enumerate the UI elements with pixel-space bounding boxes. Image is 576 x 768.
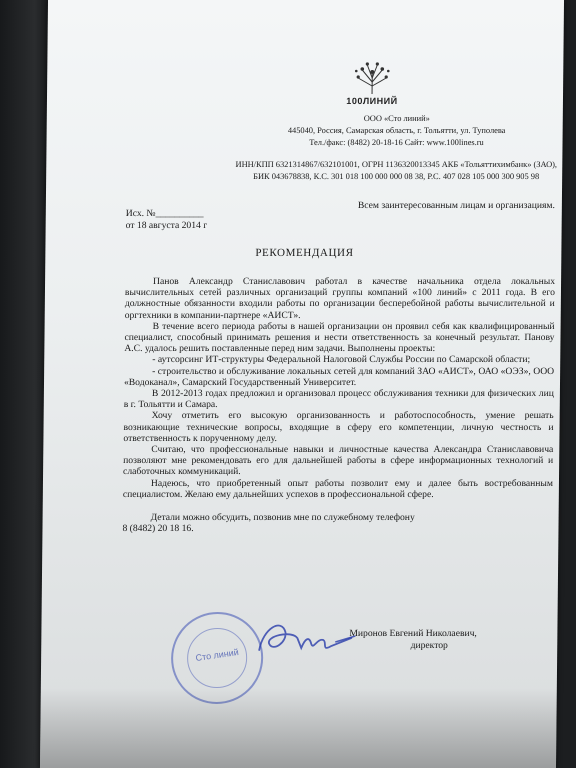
- paragraph-6: Хочу отметить его высокую организованность и работоспособность, умение решать возникающие технические вопросы, входящие в сферу его компетенции, личную честность и ответственность к порученному делу.: [123, 410, 554, 444]
- signer-name: Миронов Евгений Николаевич,: [349, 628, 477, 639]
- recipient: Всем заинтересованным лицам и организациям.: [357, 200, 555, 211]
- company-address: 445040, Россия, Самарская область, г. Тольятти, ул. Туполева: [287, 126, 506, 135]
- paragraph-4: - строительство и обслуживание локальных сетей для компаний ЗАО «АИСТ», ОАО «ОЭЗ», ООО «Водоканал», Самарский Государственный Университет.: [123, 365, 555, 388]
- outgoing-number: Исх. №__________: [125, 208, 204, 219]
- outgoing-reference: [126, 208, 208, 232]
- company-requisites-line-2: БИК 043678838, К.С. 301 018 100 000 000 08 38, Р.С. 407 028 105 000 300 905 98: [253, 172, 540, 181]
- letter-sheet: [40, 0, 564, 768]
- signer-position: директор: [410, 640, 448, 651]
- stamp-text: Сто линий: [195, 647, 240, 663]
- tree-logo-icon: [352, 60, 392, 96]
- paragraph-5: В 2012-2013 годах предложил и организовал процесс обслуживания техники для физических лиц в г. Тольятти и Самара.: [123, 388, 554, 411]
- company-requisites-line-1: ИНН/КПП 6321314867/632101001, ОГРН 1136320013345 АКБ «Тольяттихимбанк» (ЗАО),: [235, 160, 558, 169]
- paragraph-3: - аутсорсинг ИТ-структуры Федеральной Налоговой Службы России по Самарской области;: [152, 354, 531, 366]
- letter-body: [122, 276, 555, 534]
- company-logo: [337, 60, 407, 106]
- paragraph-1: Панов Александр Станиславович работал в качестве начальника отдела локальных вычислительных сетей различных организаций группы компаний «100 линий» с 2011 года. В его должностные обязанности входили работы по организации бесперебойной работы вычислительной и оргтехники в компании-партнере «АИСТ».: [124, 276, 556, 321]
- document-title: РЕКОМЕНДАЦИЯ: [255, 247, 354, 259]
- contact-note: Детали можно обсудить, позвонив мне по служебному телефону: [150, 512, 415, 524]
- company-stamp: [171, 612, 264, 704]
- paragraph-8: Надеюсь, что приобретенный опыт работы позволит ему и далее быть востребованным специалистом. Желаю ему дальнейших успехов в профессиональной сфере.: [122, 477, 554, 500]
- handwritten-signature: [251, 608, 362, 668]
- paragraph-7: Считаю, что профессиональные навыки и личностные качества Александра Станиславовича позволяют мне рекомендовать его для дальнейшей работы в сфере информационных технологий и слаботочных коммуникаций.: [123, 444, 554, 478]
- outgoing-date: от 18 августа 2014 г: [125, 220, 208, 231]
- company-contacts: Тел./факс: (8482) 20-18-16 Сайт: www.100lines.ru: [309, 138, 484, 147]
- company-name: ООО «Сто линий»: [363, 114, 430, 123]
- signer-block: [349, 628, 549, 652]
- paragraph-2: В течение всего периода работы в нашей организации он проявил себя как квалифицированный специалист, способный принимать решения и нести ответственность за конечный результат. Панову А.С. удалось решить поставленные перед ним задачи. Выполнены проекты:: [124, 320, 555, 355]
- contact-phone: 8 (8482) 20 18 16.: [122, 523, 194, 535]
- brand-name: 100ЛИНИЙ: [346, 96, 398, 106]
